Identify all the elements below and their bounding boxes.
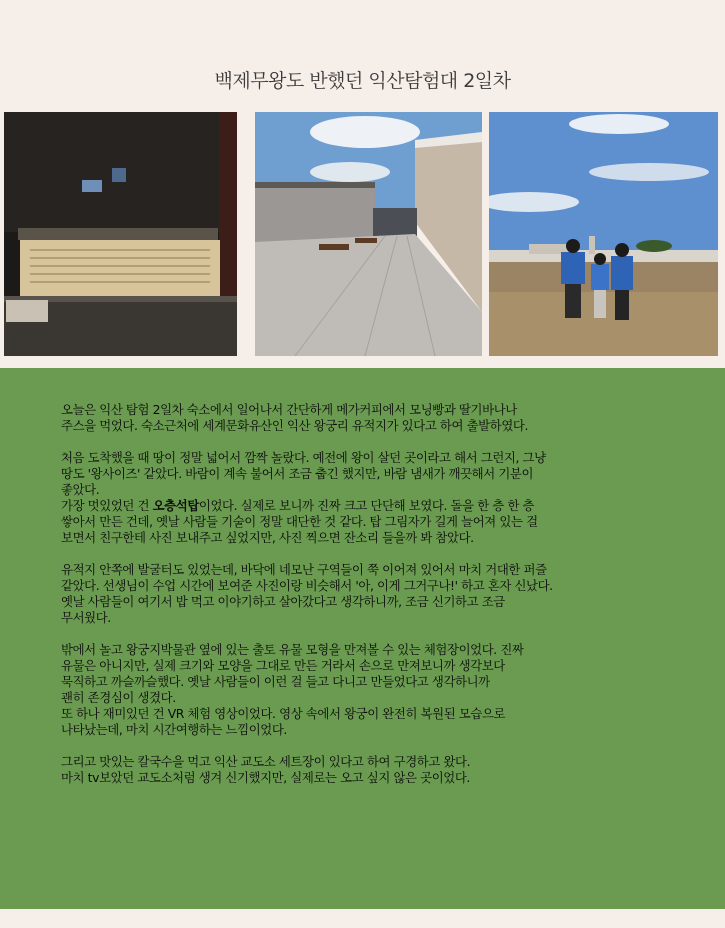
article-line: 그리고 맛있는 칼국수을 먹고 익산 교도소 세트장이 있다고 하여 구경하고 왔다.: [61, 754, 471, 769]
article-line: 유적지 안쪽에 발굴터도 있었는데, 바닥에 네모난 구역들이 쭉 이어져 있어서 마치 거대한 퍼즐: [61, 562, 547, 577]
article-line: 괜히 존경심이 생겼다.: [61, 690, 176, 705]
family-walking-photo: [489, 112, 718, 356]
pagoda-highlight: 오층석탑: [152, 498, 199, 513]
article-line: 유물은 아니지만, 실제 크기와 모양을 그대로 만든 거라서 손으로 만져보니까 생각보다: [61, 658, 505, 673]
article-line: 쌓아서 만든 건데, 옛날 사람들 기술이 정말 대단한 것 같다. 탑 그림자가 길게 늘어져 있는 걸: [61, 514, 538, 529]
page-title: 백제무왕도 반했던 익산탐험대 2일차: [214, 70, 511, 92]
article-line: 옛날 사람들이 여기서 밥 먹고 이야기하고 살아갔다고 생각하니까, 조금 신기하고 조금: [61, 594, 505, 609]
article-line: [61, 498, 691, 514]
article-line: 보면서 친구한테 사진 보내주고 싶었지만, 사진 찍으면 잔소리 들을까 봐 참았다.: [61, 530, 474, 545]
museum-scroll-photo: [4, 112, 237, 356]
article-line: 나타났는데, 마치 시간여행하는 느낌이었다.: [61, 722, 287, 737]
article-line: 같았다. 선생님이 수업 시간에 보여준 사진이랑 비슷해서 '아, 이게 그거구나!' 하고 혼자 신났다.: [61, 578, 553, 593]
article-line: 무서웠다.: [61, 610, 111, 625]
article-line: 또 하나 재미있던 건 VR 체험 영상이었다. 영상 속에서 왕궁이 완전히 복원된 모습으로: [61, 706, 506, 721]
museum-courtyard-photo: [255, 112, 482, 356]
article-line: 주스을 먹었다. 숙소근처에 세계문화유산인 익산 왕궁리 유적지가 있다고 하여 출발하였다.: [61, 418, 528, 433]
article-line: 마치 tv보았던 교도소처럼 생겨 신기했지만, 실제로는 오고 싶지 않은 곳이었다.: [61, 770, 470, 785]
article-line: 오늘은 익산 탐험 2일차 숙소에서 일어나서 간단하게 메가커피에서 모닝빵과 딸기바나나: [61, 402, 517, 417]
article-line: 좋았다.: [61, 482, 100, 497]
diary-article: [61, 402, 691, 786]
article-line: 묵직하고 까슬까슬했다. 옛날 사람들이 이런 걸 들고 다니고 만들었다고 생각하니까: [61, 674, 490, 689]
article-text: 이었다. 실제로 보니까 진짜 크고 단단해 보였다. 돌을 한 층 한 층: [198, 498, 535, 513]
article-line: 밖에서 놀고 왕궁지박물관 옆에 있는 출토 유물 모형을 만져볼 수 있는 체험장이었다. 진짜: [61, 642, 524, 657]
article-text: 가장 멋있었던 건: [61, 498, 153, 513]
article-line: 땅도 '왕사이즈' 같았다. 바람이 계속 불어서 조금 춥긴 했지만, 바람 냄새가 깨끗해서 기분이: [61, 466, 534, 481]
article-line: 처음 도착했을 때 땅이 정말 넓어서 깜짝 놀랐다. 예전에 왕이 살던 곳이라고 해서 그런지, 그냥: [61, 450, 546, 465]
